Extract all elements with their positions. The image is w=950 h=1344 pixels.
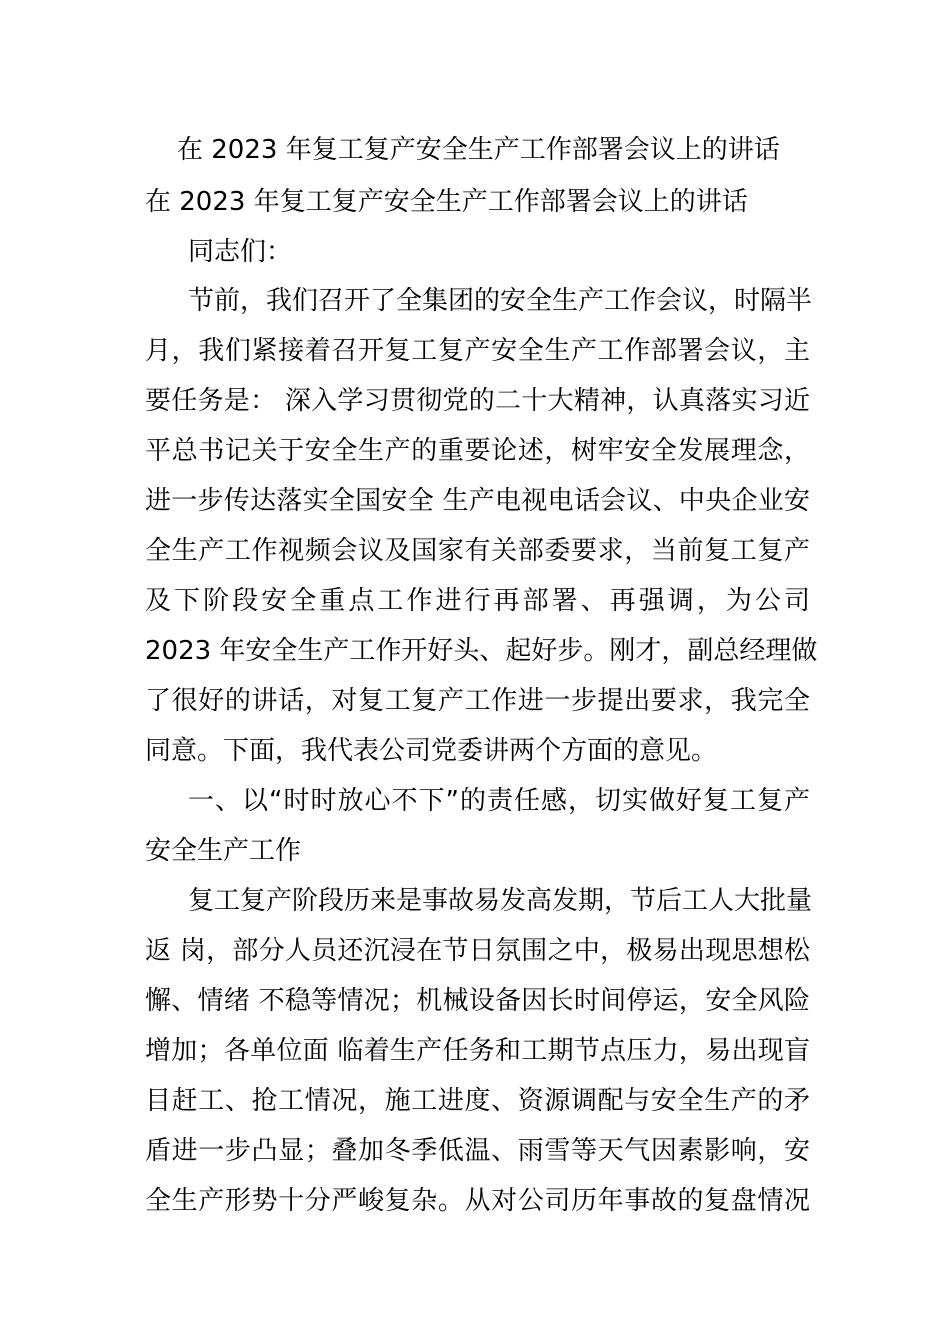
salutation: 同志们：: [188, 237, 293, 267]
paragraph-line: 进一步传达落实全国安全 生产电视电话会议、中央企业安: [145, 486, 810, 516]
paragraph-line: 平总书记关于安全生产的重要论述，树牢安全发展理念，: [145, 436, 810, 466]
paragraph-line: 复工复产阶段历来是事故易发高发期，节后工人大批量: [188, 886, 813, 916]
paragraph-line: 2023 年安全生产工作开好头、起好步。刚才，副总经理做: [145, 636, 818, 666]
paragraph-line: 月，我们紧接着召开复工复产安全生产工作部署会议，主: [145, 336, 810, 366]
section-heading-line: 安全生产工作: [145, 836, 302, 866]
paragraph-line: 全生产工作视频会议及国家有关部委要求，当前复工复产: [145, 536, 810, 566]
paragraph-line: 同意。下面，我代表公司党委讲两个方面的意见。: [145, 736, 718, 766]
paragraph-line: 了很好的讲话，对复工复产工作进一步提出要求，我完全: [145, 686, 810, 716]
paragraph-line: 盾进一步凸显；叠加冬季低温、雨雪等天气因素影响，安: [145, 1136, 810, 1166]
paragraph-line: 全生产形势十分严峻复杂。从对公司历年事故的复盘情况: [145, 1186, 810, 1216]
paragraph-line: 要任务是： 深入学习贯彻党的二十大精神，认真落实习近: [145, 386, 810, 416]
paragraph-line: 懈、情绪 不稳等情况；机械设备因长时间停运，安全风险: [145, 986, 810, 1016]
paragraph-line: 及下阶段安全重点工作进行再部署、再强调，为公司: [145, 586, 810, 616]
section-heading-line: 一、以“时时放心不下”的责任感，切实做好复工复产: [188, 786, 810, 816]
document-title-top: 在 2023 年复工复产安全生产工作部署会议上的讲话: [177, 135, 780, 165]
paragraph-line: 增加；各单位面 临着生产任务和工期节点压力，易出现盲: [145, 1036, 810, 1066]
paragraph-line: 节前，我们召开了全集团的安全生产工作会议，时隔半: [188, 286, 813, 316]
paragraph-line: 返 岗，部分人员还沉浸在节日氛围之中，极易出现思想松: [145, 936, 810, 966]
paragraph-line: 目赶工、抢工情况，施工进度、资源调配与安全生产的矛: [145, 1086, 810, 1116]
document-title: 在 2023 年复工复产安全生产工作部署会议上的讲话: [145, 187, 748, 217]
